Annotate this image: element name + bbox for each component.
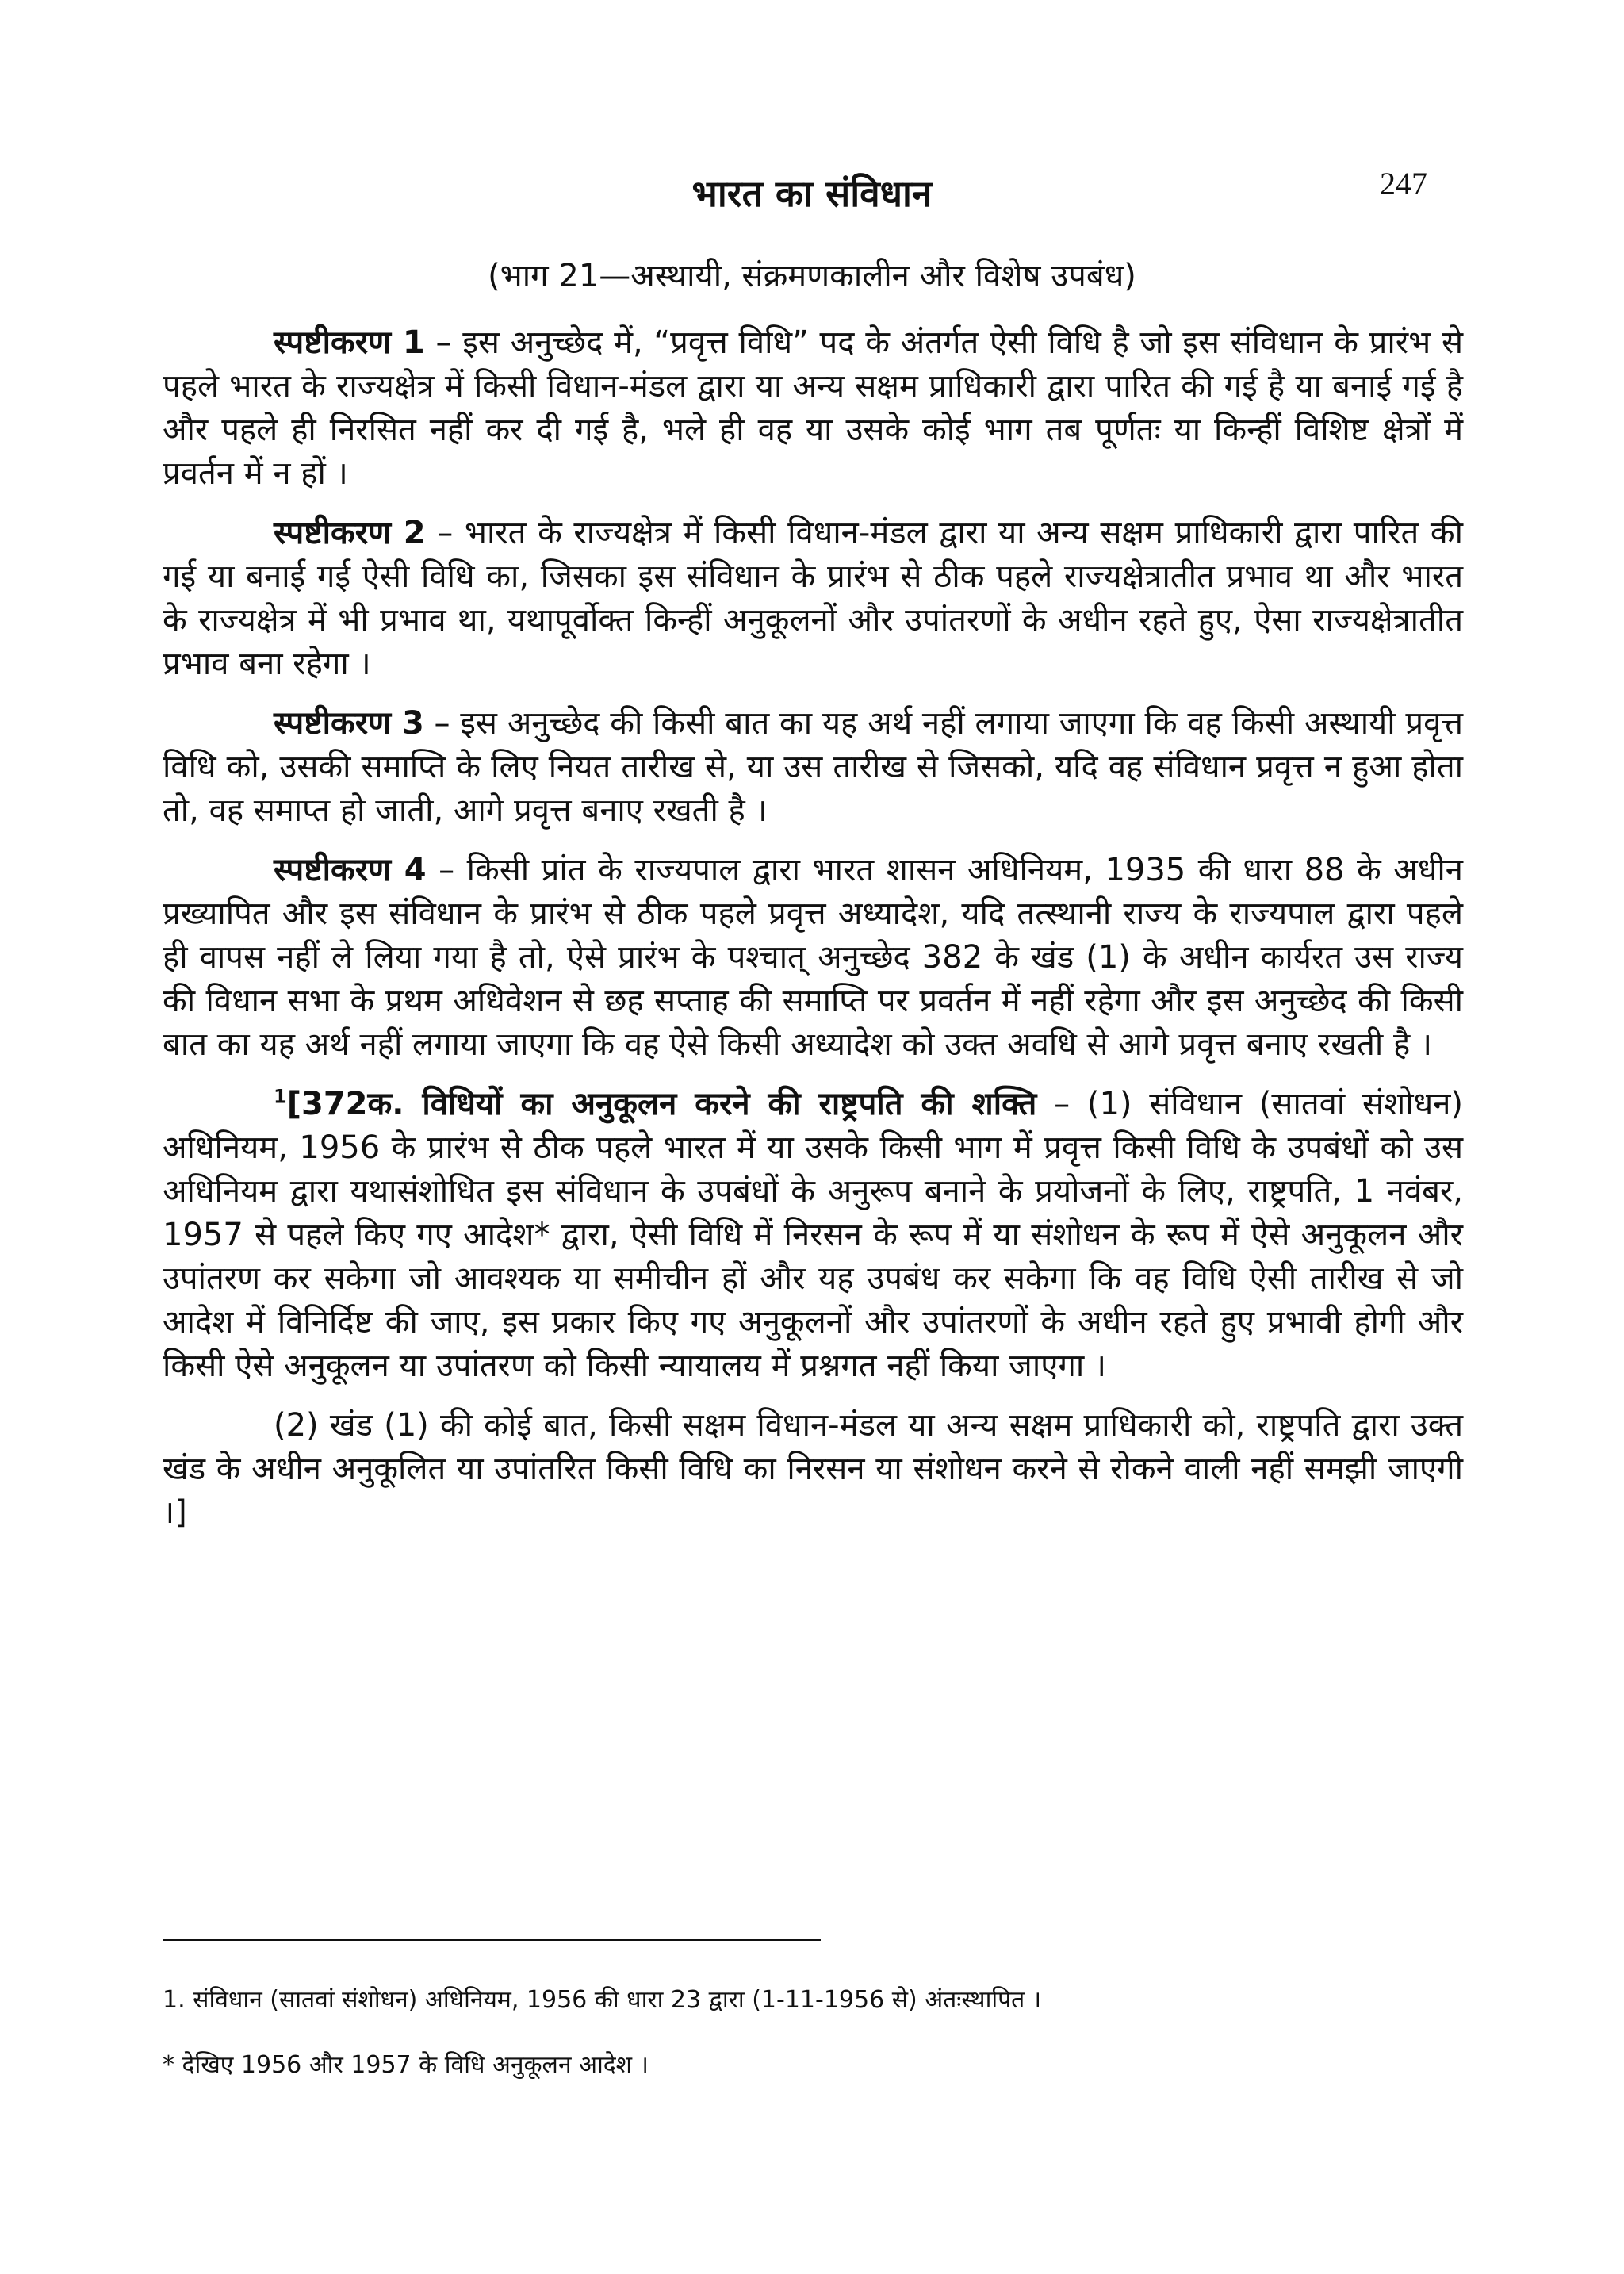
explanation-heading: स्पष्टीकरण 2 (274, 515, 426, 551)
explanation-heading: स्पष्टीकरण 4 (274, 852, 427, 888)
explanation-2 (163, 512, 1463, 686)
explanation-4 (163, 849, 1463, 1067)
explanation-1 (163, 321, 1463, 496)
explanation-text: – किसी प्रांत के राज्यपाल द्वारा भारत शासन अधिनियम, 1935 की धारा 88 के अधीन प्रख्यापित और इस संविधान के प्रारंभ से ठीक पहले प्रवृत्त अध्यादेश, यदि तत्स्थानी राज्य के राज्यपाल द्वारा पहले ही वापस नहीं ले लिया गया है तो, ऐसे प्रारंभ के पश्चात् अनुच्छेद 382 के खंड (1) के अधीन कार्यरत उस राज्य की विधान सभा के प्रथम अधिवेशन से छह सप्ताह की समाप्ति पर प्रवर्तन में नहीं रहेगा और इस अनुच्छेद की किसी बात का यह अर्थ नहीं लगाया जाएगा कि वह ऐसे किसी अध्यादेश को उक्त अवधि से आगे प्रवृत्त बनाए रखती है । (163, 852, 1463, 1063)
article-clause-1: – (1) संविधान (सातवां संशोधन) अधिनियम, 1956 के प्रारंभ से ठीक पहले भारत में या उसके किसी भाग में प्रवृत्त किसी विधि के उपबंधों को उस अधिनियम द्वारा यथासंशोधित इस संविधान के उपबंधों के अनुरूप बनाने के प्रयोजनों के लिए, राष्ट्रपति, 1 नवंबर, 1957 से पहले किए गए आदेश* द्वारा, ऐसी विधि में निरसन के रूप में या संशोधन के रूप में ऐसे अनुकूलन और उपांतरण कर सकेगा जो आवश्यक या समीचीन हों और यह उपबंध कर सकेगा कि वह विधि ऐसी तारीख से जो आदेश में विनिर्दिष्ट की जाए, इस प्रकार किए गए अनुकूलनों और उपांतरणों के अधीन रहते हुए प्रभावी होगी और किसी ऐसे अनुकूलन या उपांतरण को किसी न्यायालय में प्रश्नगत नहीं किया जाएगा । (163, 1086, 1463, 1384)
explanation-3 (163, 702, 1463, 833)
page-title: भारत का संविधान (691, 172, 933, 215)
page-number: 247 (1380, 166, 1427, 201)
explanation-heading: स्पष्टीकरण 3 (274, 705, 424, 742)
footnote-divider (163, 1939, 821, 1941)
explanation-text: – इस अनुच्छेद की किसी बात का यह अर्थ नहीं लगाया जाएगा कि वह किसी अस्थायी प्रवृत्त विधि को, उसकी समाप्ति के लिए नियत तारीख से, या उस तारीख से जिसको, यदि वह संविधान प्रवृत्त न हुआ होता तो, वह समाप्त हो जाती, आगे प्रवृत्त बनाए रखती है । (163, 705, 1463, 829)
article-372a (163, 1083, 1463, 1388)
article-clause-2: (2) खंड (1) की कोई बात, किसी सक्षम विधान-मंडल या अन्य सक्षम प्राधिकारी को, राष्ट्रपति द्वारा उक्त खंड के अधीन अनुकूलित या उपांतरित किसी विधि का निरसन या संशोधन करने से रोकने वाली नहीं समझी जाएगी ।] (163, 1407, 1463, 1531)
footnote-2: * देखिए 1956 और 1957 के विधि अनुकूलन आदेश । (163, 2051, 649, 2079)
footnotes (163, 1984, 1463, 2115)
footnote-1: 1. संविधान (सातवां संशोधन) अधिनियम, 1956 की धारा 23 द्वारा (1-11-1956 से) अंतःस्थापित । (163, 1986, 1042, 2014)
explanation-text: – भारत के राज्यक्षेत्र में किसी विधान-मंडल द्वारा या अन्य सक्षम प्राधिकारी द्वारा पारित की गई या बनाई गई ऐसी विधि का, जिसका इस संविधान के प्रारंभ से ठीक पहले राज्यक्षेत्रातीत प्रभाव था और भारत के राज्यक्षेत्र में भी प्रभाव था, यथापूर्वोक्त किन्हीं अनुकूलनों और उपांतरणों के अधीन रहते हुए, ऐसा राज्यक्षेत्रातीत प्रभाव बना रहेगा । (163, 515, 1463, 682)
article-heading: [372क. विधियों का अनुकूलन करने की राष्ट्रपति की शक्ति (286, 1086, 1037, 1122)
document-body (163, 321, 1463, 1551)
explanation-heading: स्पष्टीकरण 1 (274, 324, 425, 361)
footnote-mark: 1 (274, 1085, 287, 1108)
page-subtitle: (भाग 21—अस्थायी, संक्रमणकालीन और विशेष उपबंध) (488, 258, 1136, 294)
explanation-text: – इस अनुच्छेद में, “प्रवृत्त विधि” पद के अंतर्गत ऐसी विधि है जो इस संविधान के प्रारंभ से पहले भारत के राज्यक्षेत्र में किसी विधान-मंडल द्वारा या अन्य सक्षम प्राधिकारी द्वारा पारित की गई है या बनाई गई है और पहले ही निरसित नहीं कर दी गई है, भले ही वह या उसके कोई भाग तब पूर्णतः या किन्हीं विशिष्ट क्षेत्रों में प्रवर्तन में न हों । (163, 324, 1463, 492)
